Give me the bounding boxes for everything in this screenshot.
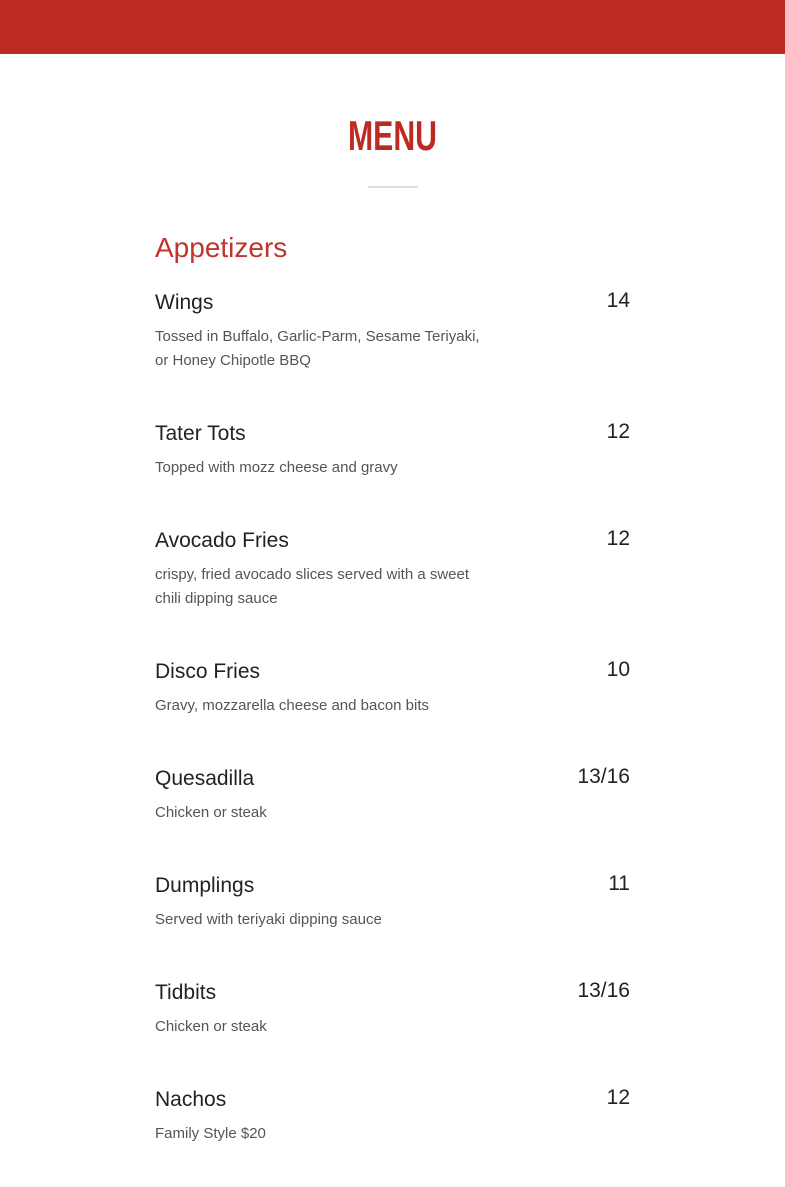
item-name: Tater Tots [155, 422, 246, 445]
item-price: 11 [608, 872, 630, 895]
item-price: 13/16 [577, 765, 630, 788]
item-name: Quesadilla [155, 767, 255, 790]
item-name: Disco Fries [155, 660, 261, 683]
item-price: 14 [606, 289, 630, 312]
item-name: Wings [155, 291, 214, 314]
item-price: 12 [606, 1086, 630, 1109]
item-description: Chicken or steak [155, 1018, 267, 1035]
item-description: crispy, fried avocado slices served with a sweet chili dipping sauce [155, 566, 470, 607]
item-name: Tidbits [155, 981, 217, 1004]
item-name: Dumplings [155, 874, 255, 897]
item-name: Avocado Fries [155, 529, 289, 552]
item-description: Chicken or steak [155, 804, 267, 821]
item-price: 13/16 [577, 979, 630, 1002]
item-description: Tossed in Buffalo, Garlic-Parm, Sesame Teriyaki, or Honey Chipotle BBQ [155, 328, 480, 369]
item-description: Gravy, mozzarella cheese and bacon bits [155, 697, 430, 714]
title-divider [368, 186, 418, 188]
item-description: Served with teriyaki dipping sauce [155, 911, 382, 928]
top-banner [0, 0, 785, 54]
item-price: 12 [606, 420, 630, 443]
item-description: Topped with mozz cheese and gravy [155, 459, 398, 476]
section-heading-appetizers: Appetizers [155, 232, 288, 263]
item-name: Nachos [155, 1088, 227, 1111]
item-price: 12 [606, 527, 630, 550]
item-description: Family Style $20 [155, 1125, 266, 1142]
item-price: 10 [606, 658, 630, 681]
page-title: MENU [347, 112, 438, 159]
